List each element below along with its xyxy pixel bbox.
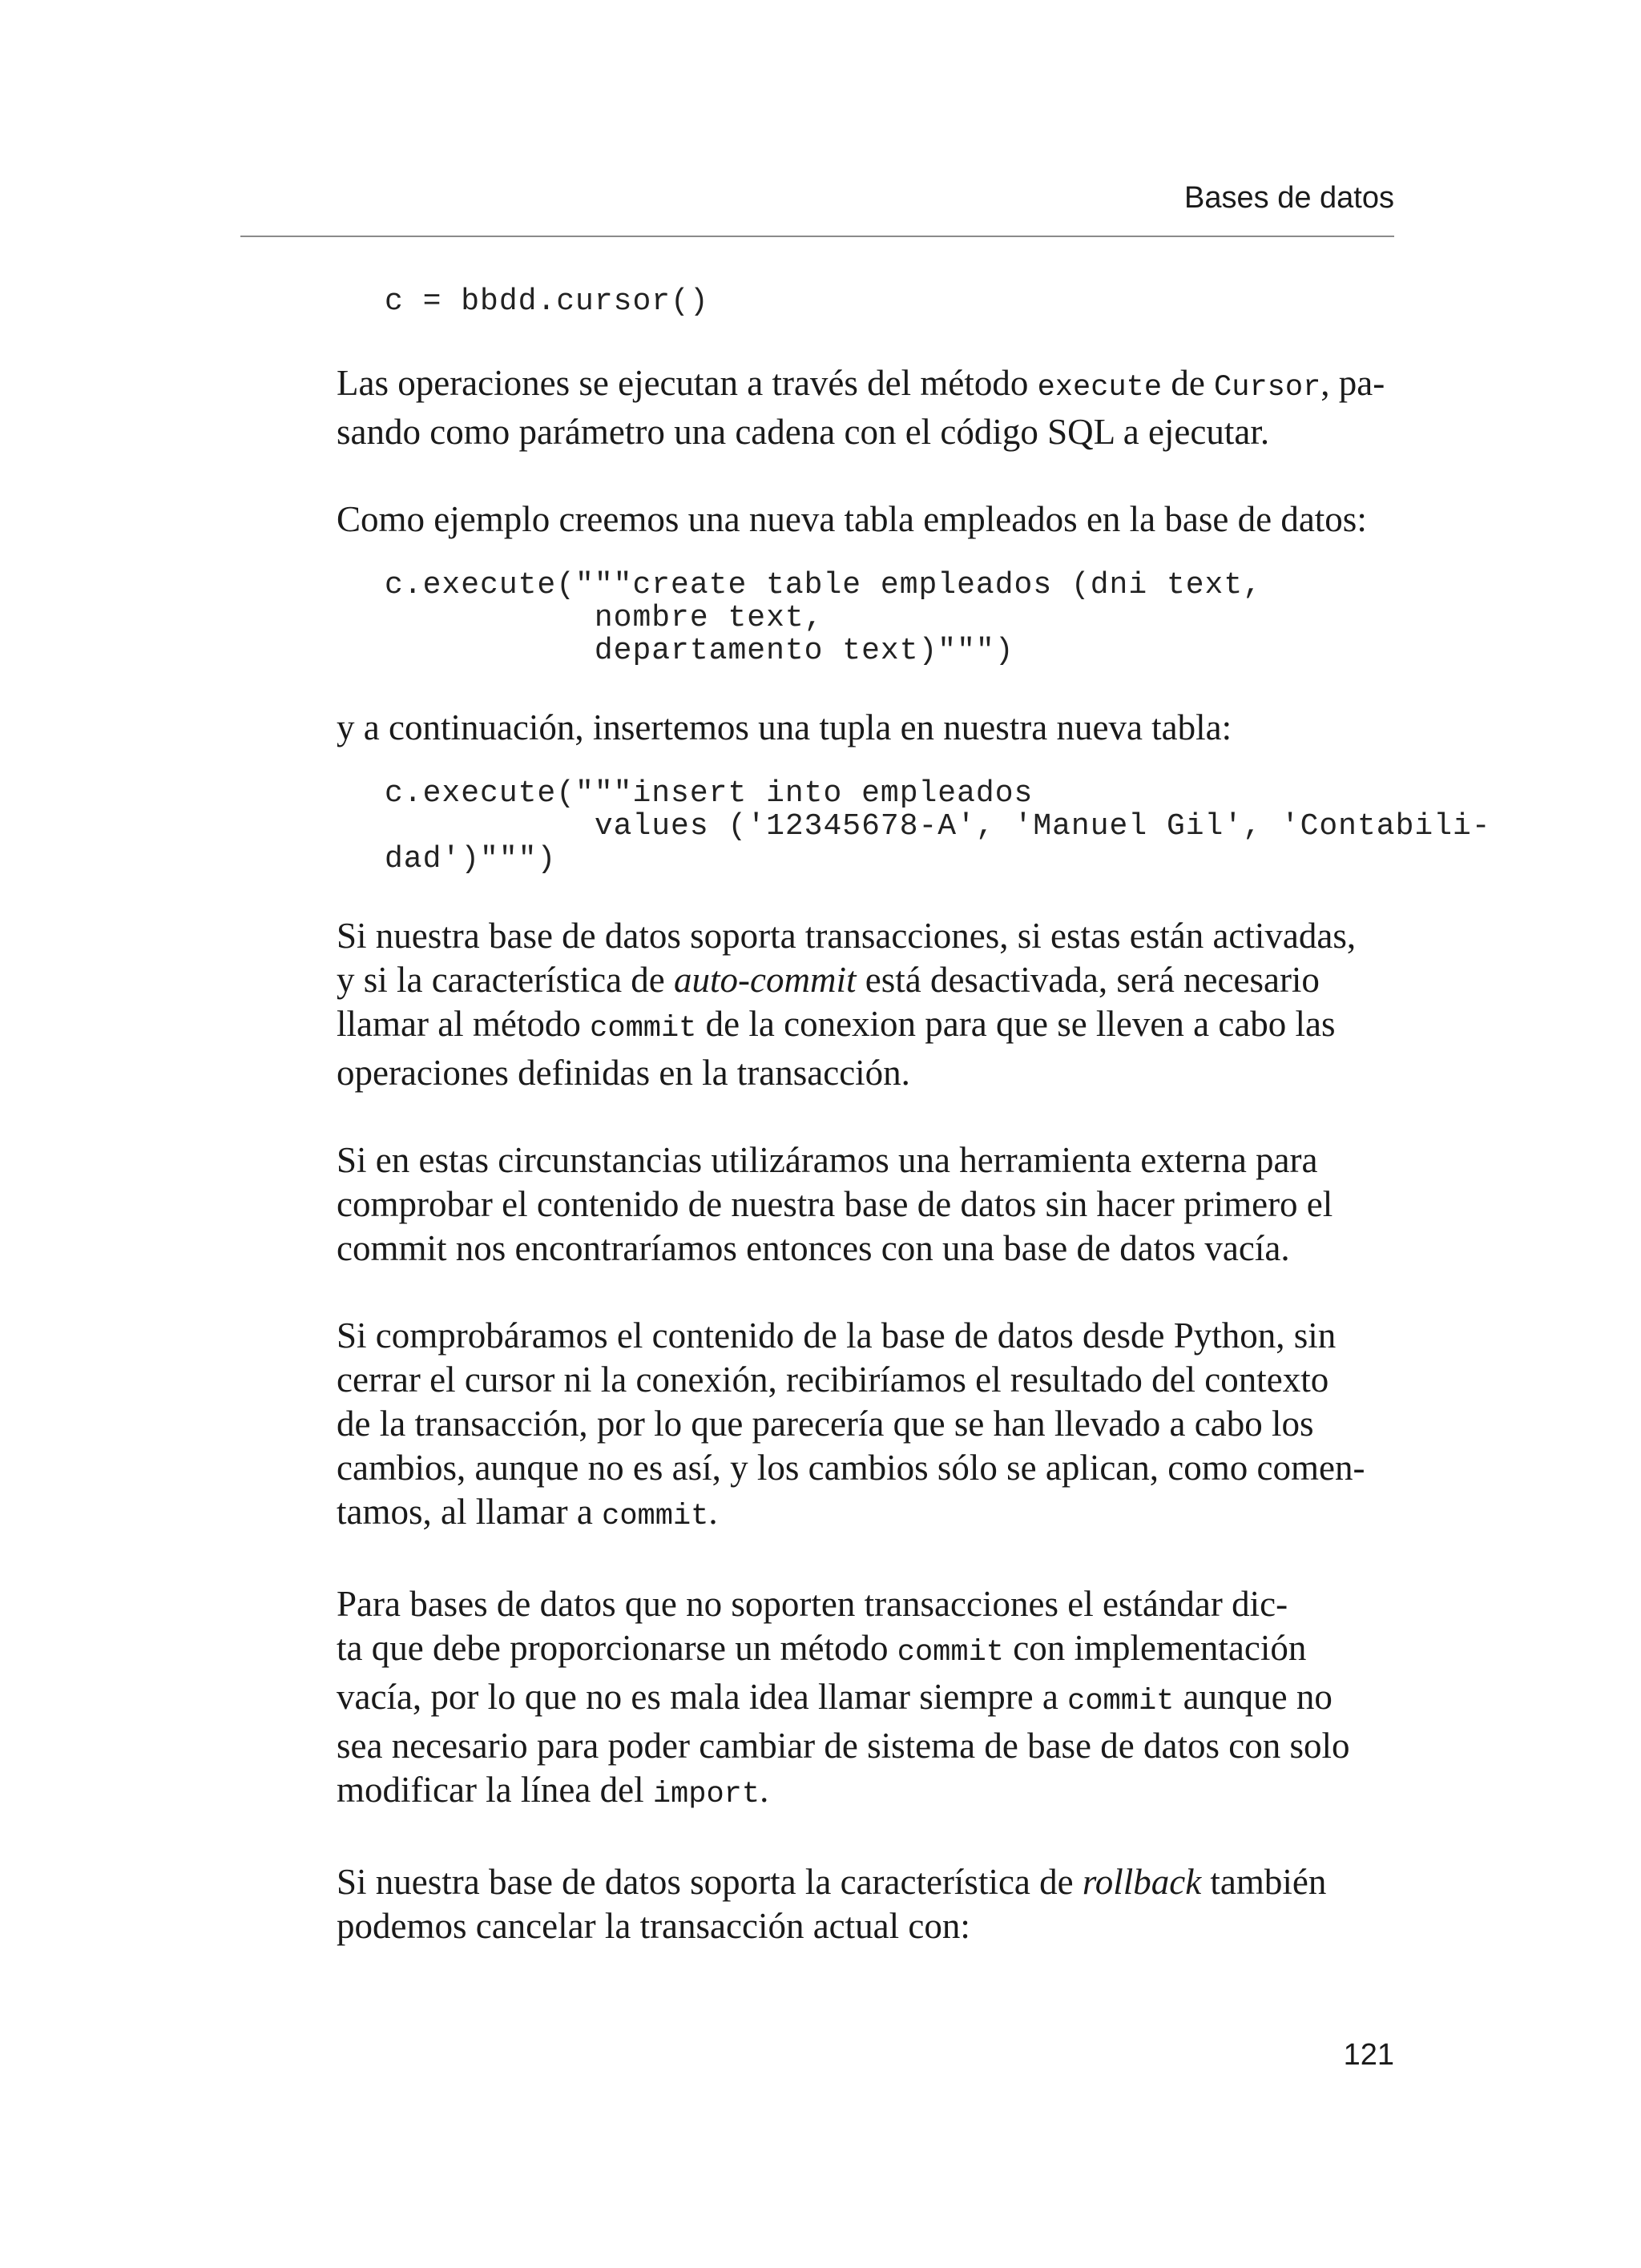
paragraph-no-transactions xyxy=(337,1582,1394,1817)
inline-code: import xyxy=(652,1778,760,1811)
paragraph-line: Si comprobáramos el contenido de la base de datos desde Python, sin xyxy=(337,1315,1337,1356)
code-block-create-table: c.execute("""create table empleados (dni text, nombre text, departamento text)""") xyxy=(385,568,1262,668)
paragraph-line xyxy=(337,1675,1394,1724)
paragraph-line xyxy=(337,1626,1394,1675)
text-run: Las operaciones se ejecutan a través del método xyxy=(337,363,1038,403)
text-run: también xyxy=(1201,1862,1327,1902)
text-run: con implementación xyxy=(1004,1628,1307,1668)
paragraph-line: podemos cancelar la transacción actual con: xyxy=(337,1906,970,1946)
text-run: está desactivada, será necesario xyxy=(856,960,1320,1000)
paragraph-line: cambios, aunque no es así, y los cambios sólo se aplican, como comen- xyxy=(337,1448,1365,1488)
text-run: aunque no xyxy=(1174,1677,1333,1717)
inline-code: commit xyxy=(1067,1685,1175,1718)
inline-code: Cursor xyxy=(1214,371,1321,405)
paragraph-example xyxy=(337,498,1394,542)
running-header: Bases de datos xyxy=(1184,181,1394,215)
paragraph-insert xyxy=(337,706,1394,750)
paragraph-python-check xyxy=(337,1314,1394,1539)
text-run: y si la característica de xyxy=(337,960,675,1000)
paragraph-line: cerrar el cursor ni la conexión, recibiríamos el resultado del contexto xyxy=(337,1360,1329,1400)
paragraph-line: operaciones definidas en la transacción. xyxy=(337,1053,910,1093)
paragraph-execute xyxy=(337,361,1394,454)
italic-term: auto-commit xyxy=(674,960,857,1000)
code-block-cursor: c = bbdd.cursor() xyxy=(385,284,709,319)
page-number: 121 xyxy=(1343,2038,1394,2072)
paragraph-external-tool xyxy=(337,1138,1394,1271)
italic-term: rollback xyxy=(1082,1862,1202,1902)
paragraph-line: Para bases de datos que no soporten transacciones el estándar dic- xyxy=(337,1584,1288,1624)
text-run: , pa- xyxy=(1320,363,1385,403)
text-run: ta que debe proporcionarse un método xyxy=(337,1628,897,1668)
paragraph-transactions xyxy=(337,914,1394,1095)
text-run: llamar al método xyxy=(337,1004,591,1044)
page-body xyxy=(337,272,1491,1948)
paragraph-line: sea necesario para poder cambiar de sistema de base de datos con solo xyxy=(337,1726,1350,1766)
text-run: de la conexion para que se lleven a cabo las xyxy=(696,1004,1336,1044)
text-run: de xyxy=(1162,363,1215,403)
code-block-insert: c.execute("""insert into empleados values ('12345678-A', 'Manuel Gil', 'Contabili- dad')""") xyxy=(385,776,1491,876)
paragraph-line xyxy=(337,958,1394,1002)
inline-code: commit xyxy=(602,1500,709,1533)
inline-code: execute xyxy=(1037,371,1163,405)
paragraph-line: Si en estas circunstancias utilizáramos una herramienta externa para xyxy=(337,1140,1318,1180)
inline-code: commit xyxy=(590,1012,697,1045)
paragraph-line: Como ejemplo creemos una nueva tabla empleados en la base de datos: xyxy=(337,499,1367,539)
paragraph-line: sando como parámetro una cadena con el código SQL a ejecutar. xyxy=(337,412,1270,452)
paragraph-line: comprobar el contenido de nuestra base de datos sin hacer primero el xyxy=(337,1184,1333,1224)
paragraph-rollback xyxy=(337,1860,1394,1948)
paragraph-line xyxy=(337,1002,1394,1051)
text-run: Si nuestra base de datos soporta la característica de xyxy=(337,1862,1083,1902)
paragraph-line xyxy=(337,1490,1394,1539)
header-rule xyxy=(240,236,1394,237)
paragraph-line xyxy=(337,1768,1394,1817)
text-run: . xyxy=(708,1492,718,1532)
inline-code: commit xyxy=(897,1636,1004,1670)
text-run: . xyxy=(760,1770,769,1810)
text-run: tamos, al llamar a xyxy=(337,1492,603,1532)
paragraph-line: de la transacción, por lo que parecería que se han llevado a cabo los xyxy=(337,1404,1314,1444)
paragraph-line xyxy=(337,361,1394,410)
paragraph-line: y a continuación, insertemos una tupla en nuestra nueva tabla: xyxy=(337,707,1232,747)
paragraph-line: Si nuestra base de datos soporta transacciones, si estas están activadas, xyxy=(337,916,1357,956)
text-run: modificar la línea del xyxy=(337,1770,653,1810)
paragraph-line xyxy=(337,1860,1394,1904)
paragraph-line: commit nos encontraríamos entonces con una base de datos vacía. xyxy=(337,1228,1290,1268)
text-run: vacía, por lo que no es mala idea llamar siempre a xyxy=(337,1677,1068,1717)
